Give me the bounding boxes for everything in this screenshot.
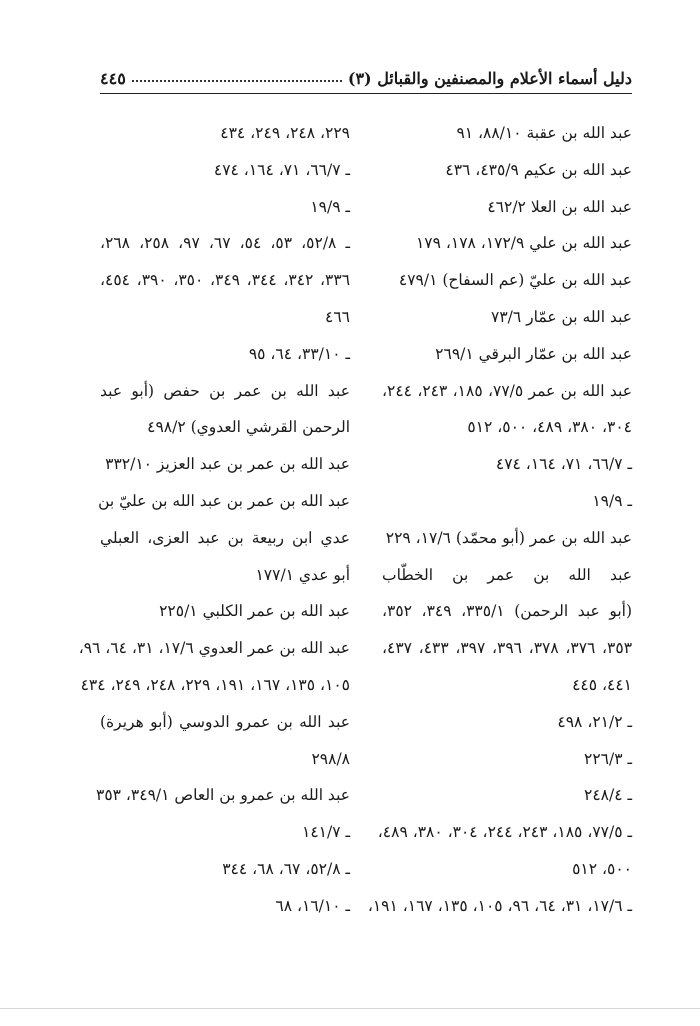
index-line: عبد الله بن عمر (أبو محمّد) ١٧/٦، ٢٢٩ (385, 528, 632, 547)
index-line: ـ ١٦/١٠، ٦٨ (275, 896, 350, 915)
index-line: ٤٤١، ٤٤٥ (572, 675, 632, 694)
running-head (100, 62, 632, 88)
index-line: عبد الله بن عكيم ٤٣٥/٩، ٤٣٦ (445, 160, 632, 179)
page-edge-line (0, 1008, 700, 1009)
index-line: ـ ٥٢/٨، ٥٣، ٥٤، ٦٧، ٩٧، ٢٥٨، ٢٦٨، (100, 234, 350, 253)
index-line: عبد الله بن علي ١٧٢/٩، ١٧٨، ١٧٩ (415, 234, 632, 253)
index-line: ـ ١٤١/٧ (302, 823, 350, 842)
index-line: ـ ٢٤٨/٤ (584, 786, 632, 805)
index-line: ٣٥٣، ٣٧٦، ٣٧٨، ٣٩٦، ٣٩٧، ٤٣٣، ٤٣٧، (382, 639, 633, 658)
index-line: ـ ١٧/٦، ٣١، ٦٤، ٩٦، ١٠٥، ١٣٥، ١٦٧، ١٩١، (367, 896, 632, 915)
index-column-right (367, 115, 633, 925)
index-line: (أبو عبد الرحمن) ٣٣٥/١، ٣٤٩، ٣٥٢، (382, 602, 632, 621)
index-line: ـ ٢٢٦/٣ (584, 749, 632, 768)
index-line: الرحمن القرشي العدوي) ٤٩٨/٢ (147, 418, 350, 437)
index-line: ٢٩٨/٨ (311, 749, 350, 768)
index-line: عبد الله بن عمّار البرقي ٢٦٩/١ (435, 344, 632, 363)
index-line: ـ ٣٣/١٠، ٦٤، ٩٥ (248, 344, 350, 363)
index-line: عبد الله بن عقبة ٨٨/١٠، ٩١ (456, 124, 632, 142)
index-line: ـ ٦٦/٧، ٧١، ١٦٤، ٤٧٤ (213, 160, 350, 179)
index-line: ٥٠٠، ٥١٢ (572, 859, 632, 878)
index-line: عبد الله بن عمر الكلبي ٢٢٥/١ (159, 602, 350, 621)
index-line: عبد الله بن عمر بن الخطّاب (382, 565, 632, 584)
leader-dots (132, 80, 342, 82)
index-line: عبد الله بن عمر بن حفص (أبو عبد (100, 381, 350, 400)
index-line: ـ ١٩/٩ (592, 491, 632, 510)
index-column-left (78, 115, 351, 925)
index-line: عبد الله بن عمّار ٧٣/٦ (491, 307, 632, 326)
index-line: ـ ٢١/٢، ٤٩٨ (557, 712, 632, 731)
index-line: ٣٠٤، ٣٨٠، ٤٨٩، ٥٠٠، ٥١٢ (467, 418, 632, 437)
index-line: ٢٢٩، ٢٤٨، ٢٤٩، ٤٣٤ (220, 124, 350, 142)
index-line: ـ ١٩/٩ (310, 197, 350, 216)
index-line: عبد الله بن عليّ (عم السفاح) ٤٧٩/١ (398, 271, 632, 290)
index-line: ٤٦٦ (325, 307, 350, 326)
index-line: عبد الله بن عمر بن عبد العزيز ٣٣٢/١٠ (105, 455, 350, 474)
index-line: عبد الله بن عمر بن عبد الله بن عليّ بن (98, 491, 350, 510)
index-line: ٣٣٦، ٣٤٢، ٣٤٤، ٣٤٩، ٣٥٠، ٣٩٠، ٤٥٤، (100, 271, 351, 290)
index-line: عبد الله بن عمر ٧٧/٥، ١٨٥، ٢٤٣، ٢٤٤، (382, 381, 632, 400)
index-line: عبد الله بن العلا ٤٦٢/٢ (487, 197, 632, 216)
index-line: عبد الله بن عمر العدوي ١٧/٦، ٣١، ٦٤، ٩٦، (78, 639, 350, 658)
index-line: أبو عدي ١٧٧/١ (255, 565, 350, 584)
index-line: ١٠٥، ١٣٥، ١٦٧، ١٩١، ٢٢٩، ٢٤٨، ٢٤٩، ٤٣٤ (80, 675, 350, 694)
running-title: دليل أسماء الأعلام والمصنفين والقبائل (٣) (347, 69, 632, 88)
index-line: عدي ابن ربيعة بن عبد العزى، العبلي (100, 528, 350, 547)
index-line: ـ ٥٢/٨، ٦٧، ٦٨، ٣٤٤ (222, 859, 350, 878)
page-number: ٤٤٥ (100, 69, 126, 88)
index-line: ـ ٦٦/٧، ٧١، ١٦٤، ٤٧٤ (495, 455, 632, 474)
index-line: عبد الله بن عمرو بن العاص ٣٤٩/١، ٣٥٣ (96, 786, 350, 805)
index-line: ـ ٧٧/٥، ١٨٥، ٢٤٣، ٢٤٤، ٣٠٤، ٣٨٠، ٤٨٩، (377, 823, 632, 842)
index-line: عبد الله بن عمرو الدوسي (أبو هريرة) (100, 712, 350, 731)
header-rule (100, 93, 632, 94)
